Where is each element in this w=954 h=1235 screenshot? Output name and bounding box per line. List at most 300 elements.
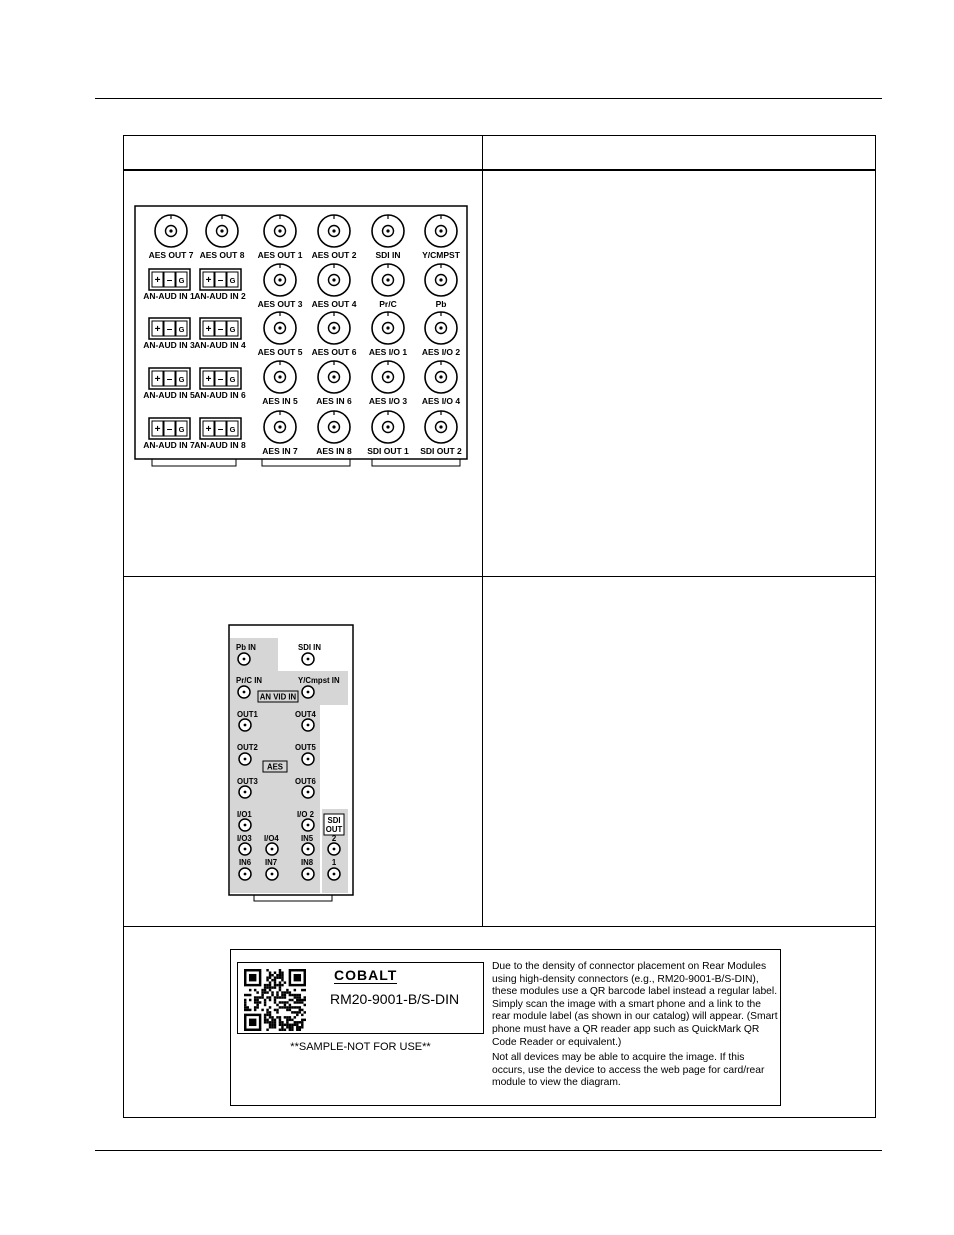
din-pin (244, 791, 247, 794)
terminal-label-an-aud-in-8: AN-AUD IN 8 (194, 440, 246, 450)
qr-module (284, 1029, 286, 1031)
terminal-label-an-aud-in-6: AN-AUD IN 6 (194, 390, 246, 400)
qr-module (246, 1009, 248, 1011)
terminal-pin-label: + (205, 424, 212, 435)
brand-logo: COBALT (334, 967, 398, 983)
qr-module (276, 996, 278, 998)
qr-module (269, 974, 271, 976)
qr-module (294, 1001, 296, 1003)
qr-module (254, 1001, 256, 1003)
din-pin (307, 691, 310, 694)
connector-label-aes-i-o-1: AES I/O 1 (368, 347, 408, 357)
din-pin (244, 848, 247, 851)
connector-label-sdi-in: SDI IN (375, 250, 401, 260)
bnc-pin (439, 229, 442, 232)
qr-module (274, 971, 276, 973)
qr-module (294, 1016, 296, 1018)
connector-label-pb-in: Pb IN (236, 643, 256, 652)
qr-module (276, 976, 278, 978)
qr-module (286, 1021, 288, 1023)
qr-module (291, 1011, 293, 1013)
qr-module (286, 1024, 288, 1026)
qr-module (281, 979, 283, 981)
qr-module (286, 1009, 288, 1011)
qr-module (271, 986, 273, 988)
connector-label-out2: OUT2 (237, 743, 258, 752)
qr-module (281, 1006, 283, 1008)
qr-module (266, 1014, 268, 1016)
connector-label-sdi-out-1: SDI OUT 1 (367, 446, 409, 456)
qr-module (284, 981, 286, 983)
mounting-tab-2 (262, 459, 350, 466)
din-pin (307, 848, 310, 851)
qr-module (271, 979, 273, 981)
bnc-pin (278, 425, 281, 428)
qr-module (274, 996, 276, 998)
qr-module (294, 1006, 296, 1008)
qr-module (289, 1004, 291, 1006)
qr-module (254, 999, 256, 1001)
qr-module (301, 1021, 303, 1023)
qr-module (291, 1026, 293, 1028)
qr-module (264, 989, 266, 991)
bnc-pin (439, 278, 442, 281)
connector-label-aes-in-8: AES IN 8 (316, 446, 352, 456)
qr-module (289, 1024, 291, 1026)
qr-module (284, 1006, 286, 1008)
part-number: RM20-9001-B/S-DIN (330, 991, 460, 1007)
connector-label-sdi-in: SDI IN (298, 643, 321, 652)
connector-label-aes-i-o-2: AES I/O 2 (421, 347, 461, 357)
qr-module (274, 1024, 276, 1026)
qr-module (279, 1001, 281, 1003)
terminal-label-an-aud-in-3: AN-AUD IN 3 (143, 340, 195, 350)
terminal-pin-label: – (217, 424, 224, 435)
qr-module (266, 996, 268, 998)
connector-label-aes-in-7: AES IN 7 (262, 446, 298, 456)
qr-module (299, 1029, 301, 1031)
qr-module (301, 1001, 303, 1003)
qr-module (256, 1006, 258, 1008)
qr-module (271, 974, 273, 976)
qr-module (249, 989, 251, 991)
bnc-pin (332, 326, 335, 329)
connector-label-i-o3: I/O3 (237, 834, 252, 843)
qr-module (266, 1011, 268, 1013)
bnc-pin (439, 375, 442, 378)
qr-module (299, 1006, 301, 1008)
qr-module (286, 989, 288, 991)
qr-module (284, 1016, 286, 1018)
qr-module (279, 1021, 281, 1023)
qr-module (264, 1021, 266, 1023)
connector-label-sdi-out-2: SDI OUT 2 (420, 446, 462, 456)
terminal-pin-label: – (166, 324, 173, 335)
din-pin (271, 848, 274, 851)
terminal-pin-label: + (154, 424, 161, 435)
terminal-label-an-aud-in-2: AN-AUD IN 2 (194, 291, 246, 301)
din-pin (333, 848, 336, 851)
qr-module (266, 1021, 268, 1023)
qr-note-paragraph-1: Due to the density of connector placement on Rear Modules using high-density connectors (e.g., RM20-9001-B/S-DIN), these modules use a QR barcode label instead a regular label. Simply scan the image with a smart phone and a link to the rear module label (as shown in our catalog) will appear. (Smart phone must have a QR reader app such as QuickMark QR Code Reader or equivalent.) (492, 961, 778, 1048)
qr-module (299, 1026, 301, 1028)
connector-label-out5: OUT5 (295, 743, 316, 752)
terminal-pin-label: + (205, 324, 212, 335)
mounting-tab-1 (152, 459, 236, 466)
qr-module (281, 984, 283, 986)
qr-module (281, 1021, 283, 1023)
bnc-pin (278, 278, 281, 281)
qr-module (276, 991, 278, 993)
qr-module (304, 996, 306, 998)
qr-note (492, 961, 779, 1093)
qr-module (274, 984, 276, 986)
qr-code-icon (244, 969, 306, 1031)
qr-module (299, 1009, 301, 1011)
din-pin (307, 791, 310, 794)
qr-module (304, 1019, 306, 1021)
qr-module (264, 991, 266, 993)
terminal-label-an-aud-in-1: AN-AUD IN 1 (143, 291, 195, 301)
din-pin (307, 658, 310, 661)
qr-module (246, 1006, 248, 1008)
qr-module (244, 999, 246, 1001)
qr-module (301, 1019, 303, 1021)
bnc-pin (332, 375, 335, 378)
connector-label-pr-c: Pr/C (379, 299, 397, 309)
qr-module (304, 1004, 306, 1006)
qr-module (274, 979, 276, 981)
terminal-pin-label: + (205, 275, 212, 286)
qr-module (289, 1016, 291, 1018)
qr-module (269, 984, 271, 986)
bnc-pin (386, 278, 389, 281)
footer-rule (95, 1150, 882, 1151)
connector-label-aes-i-o-3: AES I/O 3 (368, 396, 408, 406)
bnc-pin (386, 229, 389, 232)
qr-module (276, 994, 278, 996)
connector-label-in5: IN5 (301, 834, 314, 843)
qr-module (284, 1001, 286, 1003)
qr-module (276, 984, 278, 986)
bnc-pin (278, 375, 281, 378)
connector-label-pb: Pb (435, 299, 447, 309)
qr-module (291, 1019, 293, 1021)
qr-module (281, 1001, 283, 1003)
connector-label-aes-in-6: AES IN 6 (316, 396, 352, 406)
qr-module (254, 989, 256, 991)
qr-module (276, 1016, 278, 1018)
qr-module (259, 996, 261, 998)
qr-module (279, 981, 281, 983)
table-header-divider (124, 169, 875, 171)
din-pin (333, 873, 336, 876)
qr-module (249, 994, 251, 996)
connector-label-out6: OUT6 (295, 777, 316, 786)
qr-module (269, 1011, 271, 1013)
qr-module (296, 1014, 298, 1016)
qr-module (296, 1021, 298, 1023)
qr-module (246, 994, 248, 996)
qr-module (261, 991, 263, 993)
qr-module (264, 984, 266, 986)
qr-module (279, 986, 281, 988)
qr-module (294, 996, 296, 998)
qr-module (276, 974, 278, 976)
terminal-pin-label: G (229, 425, 236, 434)
qr-module (266, 1029, 268, 1031)
qr-module (264, 1014, 266, 1016)
qr-module (256, 991, 258, 993)
qr-module (249, 1009, 251, 1011)
qr-module (269, 999, 271, 1001)
qr-module (286, 1026, 288, 1028)
qr-module (296, 996, 298, 998)
qr-module (271, 1024, 273, 1026)
qr-module (266, 984, 268, 986)
qr-module (289, 994, 291, 996)
connector-table (123, 135, 876, 1118)
qr-finder-core (249, 974, 256, 981)
terminal-pin-label: + (154, 275, 161, 286)
qr-module (301, 1009, 303, 1011)
qr-finder-core (294, 974, 301, 981)
qr-module (274, 1021, 276, 1023)
sdi-out-label-top: SDI (327, 816, 341, 825)
qr-module (299, 1001, 301, 1003)
qr-label (237, 962, 484, 1034)
qr-module (269, 989, 271, 991)
qr-module (244, 1006, 246, 1008)
terminal-pin-label: – (166, 424, 173, 435)
qr-module (301, 1026, 303, 1028)
qr-module (244, 1004, 246, 1006)
qr-module (299, 996, 301, 998)
qr-module (286, 1006, 288, 1008)
qr-module (264, 1001, 266, 1003)
connector-label-i-o1: I/O1 (237, 810, 252, 819)
rear-module-diagram-2 (228, 624, 358, 904)
qr-module (294, 994, 296, 996)
qr-module (271, 1019, 273, 1021)
qr-module (266, 1019, 268, 1021)
connector-label-y-cmpst-in: Y/Cmpst IN (298, 676, 340, 685)
qr-module (289, 1009, 291, 1011)
qr-module (294, 1011, 296, 1013)
terminal-pin-label: + (205, 374, 212, 385)
qr-module (281, 1029, 283, 1031)
bnc-pin (220, 229, 223, 232)
qr-module (269, 986, 271, 988)
terminal-pin-label: – (166, 275, 173, 286)
qr-module (304, 999, 306, 1001)
qr-module (291, 1006, 293, 1008)
qr-module (269, 1016, 271, 1018)
qr-module (276, 1011, 278, 1013)
qr-module (264, 1004, 266, 1006)
connector-label-2: 2 (331, 834, 337, 843)
connector-label-in7: IN7 (265, 858, 278, 867)
qr-module (271, 991, 273, 993)
qr-module (261, 1009, 263, 1011)
connector-label-out4: OUT4 (295, 710, 316, 719)
qr-module (254, 996, 256, 998)
qr-finder-core (249, 1019, 256, 1026)
qr-module (279, 974, 281, 976)
qr-module (264, 999, 266, 1001)
qr-module (304, 1011, 306, 1013)
terminal-pin-label: – (217, 374, 224, 385)
qr-module (286, 1001, 288, 1003)
qr-module (264, 986, 266, 988)
connector-label-y-cmpst: Y/CMPST (422, 250, 460, 260)
qr-module (281, 974, 283, 976)
qr-module (261, 994, 263, 996)
din-pin (307, 724, 310, 727)
qr-module (271, 1021, 273, 1023)
connector-label-in8: IN8 (301, 858, 314, 867)
terminal-pin-label: G (229, 325, 236, 334)
qr-module (289, 1006, 291, 1008)
qr-module (269, 981, 271, 983)
qr-module (244, 994, 246, 996)
qr-module (289, 1026, 291, 1028)
qr-module (279, 1029, 281, 1031)
qr-module (274, 999, 276, 1001)
qr-module (284, 996, 286, 998)
qr-module (279, 989, 281, 991)
qr-module (274, 976, 276, 978)
terminal-label-an-aud-in-7: AN-AUD IN 7 (143, 440, 195, 450)
qr-module (276, 1004, 278, 1006)
terminal-pin-label: + (154, 374, 161, 385)
qr-module (264, 1016, 266, 1018)
qr-module (254, 1006, 256, 1008)
aes-label: AES (266, 762, 284, 772)
qr-module (261, 989, 263, 991)
qr-module (284, 1004, 286, 1006)
sample-disclaimer: **SAMPLE-NOT FOR USE** (290, 1041, 431, 1053)
bnc-pin (278, 229, 281, 232)
qr-module (269, 1006, 271, 1008)
qr-module (286, 1016, 288, 1018)
bnc-pin (278, 326, 281, 329)
qr-module (254, 1009, 256, 1011)
qr-module (299, 1011, 301, 1013)
qr-module (279, 1024, 281, 1026)
din-pin (307, 824, 310, 827)
rear-module-diagram-1 (134, 205, 468, 473)
qr-module (301, 1014, 303, 1016)
qr-module (261, 996, 263, 998)
din-pin (243, 691, 246, 694)
terminal-pin-label: G (178, 276, 185, 285)
mounting-tab-3 (372, 459, 460, 466)
qr-module (296, 1001, 298, 1003)
qr-module (269, 976, 271, 978)
qr-module (281, 976, 283, 978)
qr-module (266, 991, 268, 993)
qr-module (296, 1006, 298, 1008)
terminal-label-an-aud-in-5: AN-AUD IN 5 (143, 390, 195, 400)
qr-module (289, 999, 291, 1001)
din-pin (271, 873, 274, 876)
qr-module (256, 1001, 258, 1003)
qr-module (279, 984, 281, 986)
an-vid-in-label: AN VID IN (259, 692, 297, 702)
qr-module (266, 969, 268, 971)
terminal-pin-label: + (154, 324, 161, 335)
din-pin (244, 873, 247, 876)
din-pin (244, 724, 247, 727)
connector-label-in6: IN6 (239, 858, 252, 867)
qr-module (276, 1009, 278, 1011)
qr-module (296, 1011, 298, 1013)
bnc-pin (439, 326, 442, 329)
terminal-pin-label: G (229, 375, 236, 384)
qr-module (279, 971, 281, 973)
connector-label-aes-i-o-4: AES I/O 4 (421, 396, 461, 406)
connector-label-1: 1 (331, 858, 337, 867)
qr-module (291, 1029, 293, 1031)
qr-module (274, 1019, 276, 1021)
qr-module (279, 1019, 281, 1021)
bnc-pin (332, 278, 335, 281)
qr-module (286, 991, 288, 993)
bnc-pin (169, 229, 172, 232)
connector-label-aes-out-3: AES OUT 3 (257, 299, 303, 309)
qr-module (294, 1021, 296, 1023)
mounting-tab (254, 895, 332, 901)
qr-module (281, 991, 283, 993)
qr-module (289, 1019, 291, 1021)
qr-module (269, 971, 271, 973)
connector-label-aes-out-6: AES OUT 6 (311, 347, 357, 357)
din-pin (307, 873, 310, 876)
qr-module (294, 989, 296, 991)
sdi-out-label-bottom: OUT (325, 825, 343, 834)
qr-module (296, 994, 298, 996)
connector-label-aes-out-1: AES OUT 1 (257, 250, 303, 260)
bnc-pin (439, 425, 442, 428)
qr-module (274, 1026, 276, 1028)
qr-module (301, 1024, 303, 1026)
connector-label-aes-out-2: AES OUT 2 (311, 250, 357, 260)
table-row-divider-1 (124, 576, 875, 577)
qr-module (266, 1009, 268, 1011)
qr-module (256, 996, 258, 998)
qr-label-sample (230, 949, 781, 1106)
qr-module (291, 994, 293, 996)
terminal-pin-label: G (229, 276, 236, 285)
qr-module (269, 1026, 271, 1028)
qr-module (289, 1029, 291, 1031)
terminal-pin-label: – (217, 324, 224, 335)
qr-module (271, 994, 273, 996)
qr-module (266, 976, 268, 978)
qr-module (284, 991, 286, 993)
bnc-pin (386, 375, 389, 378)
connector-label-out1: OUT1 (237, 710, 258, 719)
qr-module (269, 996, 271, 998)
qr-module (301, 999, 303, 1001)
din-pin (243, 658, 246, 661)
bnc-pin (386, 326, 389, 329)
qr-module (244, 1001, 246, 1003)
connector-label-aes-out-8: AES OUT 8 (199, 250, 245, 260)
qr-module (296, 1026, 298, 1028)
connector-label-i-o4: I/O4 (264, 834, 279, 843)
